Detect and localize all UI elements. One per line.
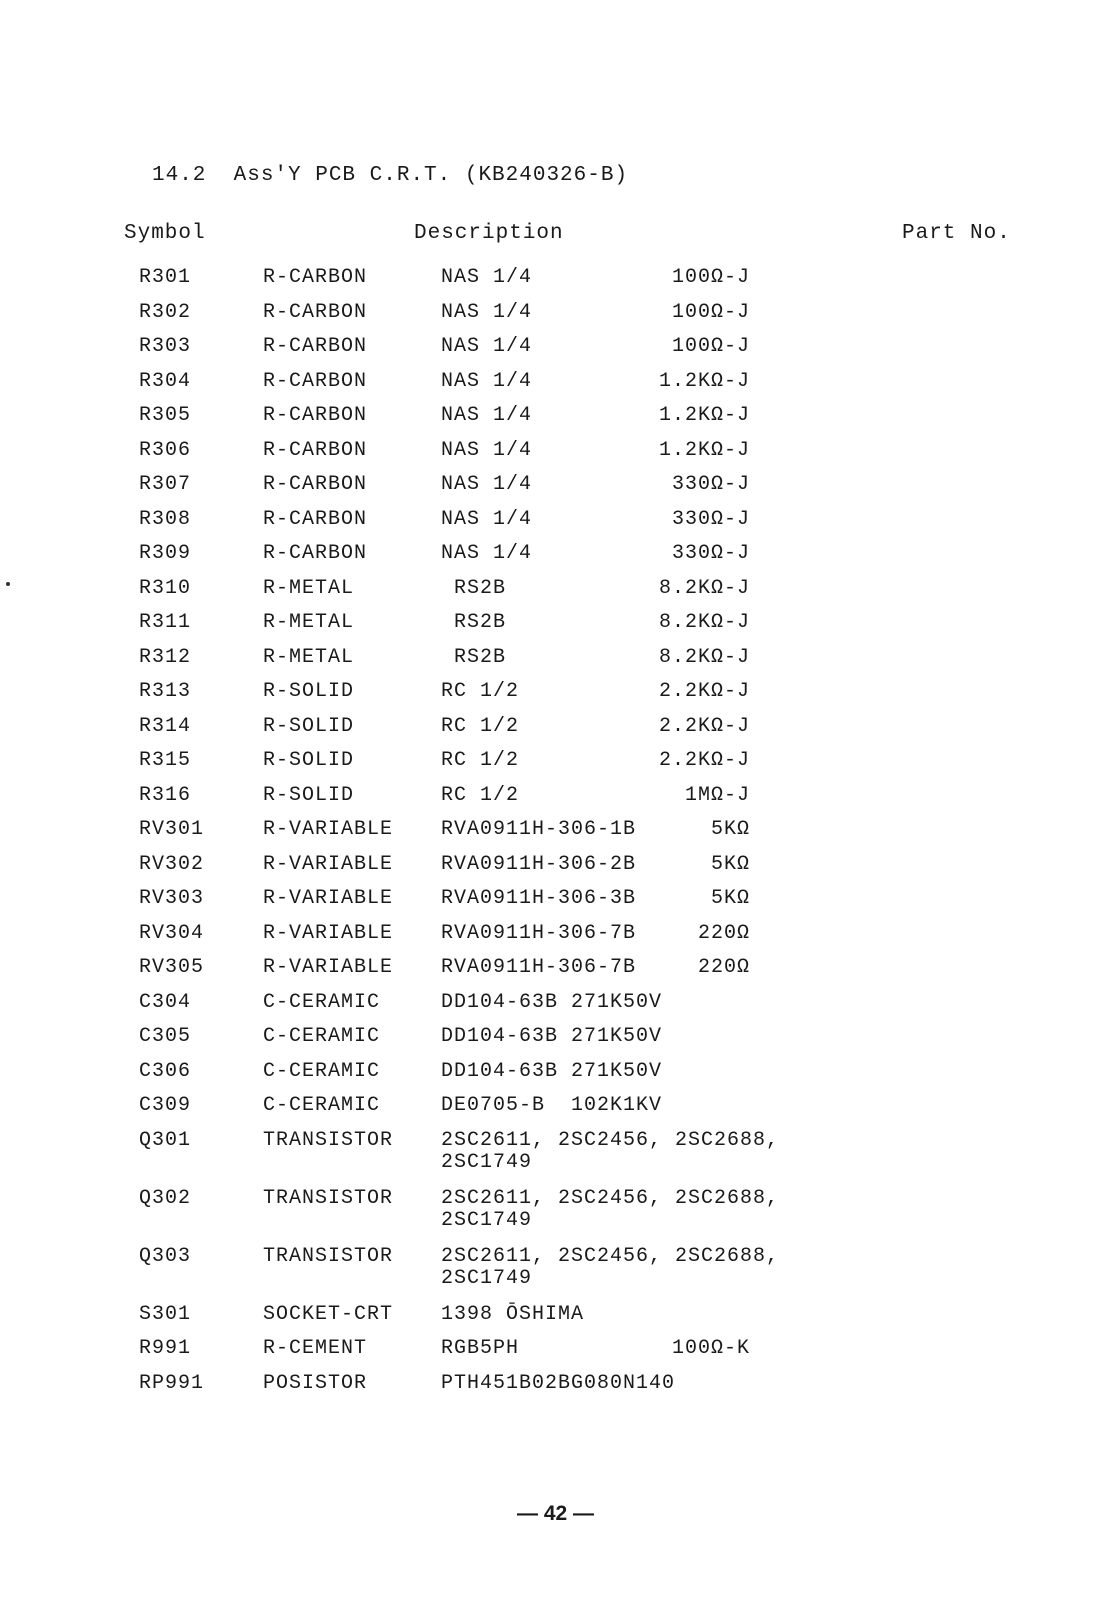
part-symbol: R311 (139, 611, 192, 634)
section-title: 14.2 Ass'Y PCB C.R.T. (KB240326-B) (152, 164, 629, 187)
column-header-description: Description (414, 222, 564, 245)
part-type: SOCKET-CRT (263, 1302, 394, 1326)
part-spec: NAS 1/4 (441, 335, 533, 358)
part-value: 2.2KΩ-J (658, 714, 750, 738)
part-spec: 2SC2611, 2SC2456, 2SC2688, (441, 1244, 780, 1268)
part-type: R-CARBON (263, 438, 368, 462)
part-type: R-SOLID (263, 749, 355, 772)
part-spec: NAS 1/4 (441, 266, 533, 289)
part-type: R-CEMENT (263, 1337, 368, 1360)
part-spec: 2SC2611, 2SC2456, 2SC2688, (441, 1128, 780, 1152)
part-symbol: R306 (139, 438, 192, 462)
part-value: 100Ω-J (671, 335, 750, 358)
part-value: 100Ω-K (671, 1337, 750, 1360)
part-type: C-CERAMIC (263, 990, 381, 1014)
part-symbol: R316 (139, 783, 192, 807)
part-spec: NAS 1/4 (441, 507, 533, 531)
part-type: TRANSISTOR (263, 1186, 394, 1210)
table-row (0, 1245, 1111, 1303)
column-header-symbol: Symbol (124, 222, 206, 245)
part-symbol: RV303 (139, 887, 205, 910)
part-type: R-SOLID (263, 680, 355, 703)
part-type: R-CARBON (263, 473, 368, 496)
part-symbol: R309 (139, 542, 192, 565)
table-row (0, 1094, 1111, 1129)
part-type: R-METAL (263, 576, 355, 600)
part-spec: RVA0911H-306-7B (441, 921, 637, 945)
page-number: — 42 — (516, 1502, 595, 1525)
part-value: 220Ω (697, 956, 750, 979)
part-spec: RC 1/2 (441, 749, 520, 772)
part-type: POSISTOR (263, 1371, 368, 1395)
part-symbol: RP991 (139, 1371, 205, 1395)
part-spec: RGB5PH (441, 1337, 520, 1360)
scan-speck (6, 582, 10, 586)
part-symbol: R301 (139, 266, 192, 289)
part-value: 2.2KΩ-J (658, 680, 750, 703)
part-type: R-METAL (263, 645, 355, 669)
part-value: 330Ω-J (671, 473, 750, 496)
part-symbol: RV304 (139, 921, 205, 945)
table-row (0, 335, 1111, 370)
table-row (0, 508, 1111, 543)
part-spec: RVA0911H-306-1B (441, 818, 637, 841)
table-row (0, 887, 1111, 922)
table-row (0, 818, 1111, 853)
part-type: R-METAL (263, 611, 355, 634)
part-spec: RVA0911H-306-3B (441, 887, 637, 910)
part-symbol: R304 (139, 369, 192, 393)
table-row (0, 611, 1111, 646)
part-type: R-SOLID (263, 714, 355, 738)
part-type: R-CARBON (263, 404, 368, 427)
part-type: R-VARIABLE (263, 956, 394, 979)
table-row (0, 680, 1111, 715)
part-spec: 1398 ŌSHIMA (441, 1302, 585, 1326)
table-row (0, 1372, 1111, 1407)
part-type: R-CARBON (263, 266, 368, 289)
part-spec-line2: 2SC1749 (441, 1150, 533, 1174)
part-type: C-CERAMIC (263, 1059, 381, 1083)
part-value: 5KΩ (710, 887, 750, 910)
part-spec: DD104-63B 271K50V (441, 1025, 663, 1048)
part-spec: DD104-63B 271K50V (441, 1059, 663, 1083)
part-value: 8.2KΩ-J (658, 611, 750, 634)
part-symbol: Q301 (139, 1128, 192, 1152)
part-symbol: C305 (139, 1025, 192, 1048)
part-value: 5KΩ (710, 818, 750, 841)
part-value: 220Ω (697, 921, 750, 945)
table-row (0, 370, 1111, 405)
table-row (0, 473, 1111, 508)
table-row (0, 577, 1111, 612)
part-symbol: R308 (139, 507, 192, 531)
part-spec: RS2B (441, 611, 507, 634)
part-spec: NAS 1/4 (441, 300, 533, 324)
part-value: 100Ω-J (671, 300, 750, 324)
part-type: R-CARBON (263, 507, 368, 531)
table-row (0, 784, 1111, 819)
part-symbol: Q303 (139, 1244, 192, 1268)
table-row (0, 1337, 1111, 1372)
part-spec: RVA0911H-306-2B (441, 852, 637, 876)
part-value: 330Ω-J (671, 542, 750, 565)
part-symbol: Q302 (139, 1186, 192, 1210)
part-type: R-CARBON (263, 542, 368, 565)
table-row (0, 439, 1111, 474)
part-spec: RVA0911H-306-7B (441, 956, 637, 979)
part-spec: RS2B (441, 645, 507, 669)
table-row (0, 266, 1111, 301)
table-row (0, 301, 1111, 336)
table-row (0, 922, 1111, 957)
table-row (0, 1303, 1111, 1338)
part-type: R-SOLID (263, 783, 355, 807)
part-value: 330Ω-J (671, 507, 750, 531)
part-spec-line2: 2SC1749 (441, 1208, 533, 1232)
part-spec: 2SC2611, 2SC2456, 2SC2688, (441, 1186, 780, 1210)
part-symbol: R313 (139, 680, 192, 703)
part-value: 1.2KΩ-J (658, 438, 750, 462)
part-value: 5KΩ (710, 852, 750, 876)
table-row (0, 1187, 1111, 1245)
part-type: R-CARBON (263, 335, 368, 358)
part-spec: RC 1/2 (441, 680, 520, 703)
part-symbol: RV302 (139, 852, 205, 876)
part-symbol: R305 (139, 404, 192, 427)
part-symbol: R991 (139, 1337, 192, 1360)
part-symbol: C304 (139, 990, 192, 1014)
part-type: R-VARIABLE (263, 818, 394, 841)
part-type: C-CERAMIC (263, 1025, 381, 1048)
table-row (0, 749, 1111, 784)
part-spec-line2: 2SC1749 (441, 1266, 533, 1290)
part-spec: RC 1/2 (441, 783, 520, 807)
table-row (0, 991, 1111, 1026)
part-value: 8.2KΩ-J (658, 645, 750, 669)
column-header-part-no: Part No. (902, 222, 1011, 245)
table-row (0, 715, 1111, 750)
part-symbol: R315 (139, 749, 192, 772)
part-type: R-VARIABLE (263, 852, 394, 876)
part-symbol: S301 (139, 1302, 192, 1326)
table-row (0, 646, 1111, 681)
table-row (0, 956, 1111, 991)
table-row (0, 1025, 1111, 1060)
part-symbol: C306 (139, 1059, 192, 1083)
table-row (0, 542, 1111, 577)
part-spec: RS2B (441, 576, 507, 600)
part-spec: NAS 1/4 (441, 369, 533, 393)
part-symbol: R314 (139, 714, 192, 738)
part-symbol: R303 (139, 335, 192, 358)
part-value: 2.2KΩ-J (658, 749, 750, 772)
part-symbol: C309 (139, 1094, 192, 1117)
part-value: 1MΩ-J (684, 783, 750, 807)
part-symbol: RV305 (139, 956, 205, 979)
part-spec: NAS 1/4 (441, 438, 533, 462)
part-symbol: R307 (139, 473, 192, 496)
part-type: R-CARBON (263, 300, 368, 324)
part-type: R-VARIABLE (263, 887, 394, 910)
part-value: 1.2KΩ-J (658, 404, 750, 427)
part-type: R-VARIABLE (263, 921, 394, 945)
part-type: TRANSISTOR (263, 1128, 394, 1152)
parts-table (0, 266, 1111, 1406)
part-symbol: R310 (139, 576, 192, 600)
table-row (0, 404, 1111, 439)
part-spec: PTH451B02BG080N140 (441, 1371, 676, 1395)
part-spec: DD104-63B 271K50V (441, 990, 663, 1014)
table-row (0, 1060, 1111, 1095)
part-type: C-CERAMIC (263, 1094, 381, 1117)
part-spec: DE0705-B 102K1KV (441, 1094, 663, 1117)
part-symbol: RV301 (139, 818, 205, 841)
part-spec: NAS 1/4 (441, 542, 533, 565)
part-spec: NAS 1/4 (441, 473, 533, 496)
part-spec: NAS 1/4 (441, 404, 533, 427)
part-type: R-CARBON (263, 369, 368, 393)
part-value: 100Ω-J (671, 266, 750, 289)
part-spec: RC 1/2 (441, 714, 520, 738)
part-symbol: R302 (139, 300, 192, 324)
table-row (0, 1129, 1111, 1187)
part-symbol: R312 (139, 645, 192, 669)
part-type: TRANSISTOR (263, 1244, 394, 1268)
part-value: 1.2KΩ-J (658, 369, 750, 393)
part-value: 8.2KΩ-J (658, 576, 750, 600)
table-row (0, 853, 1111, 888)
